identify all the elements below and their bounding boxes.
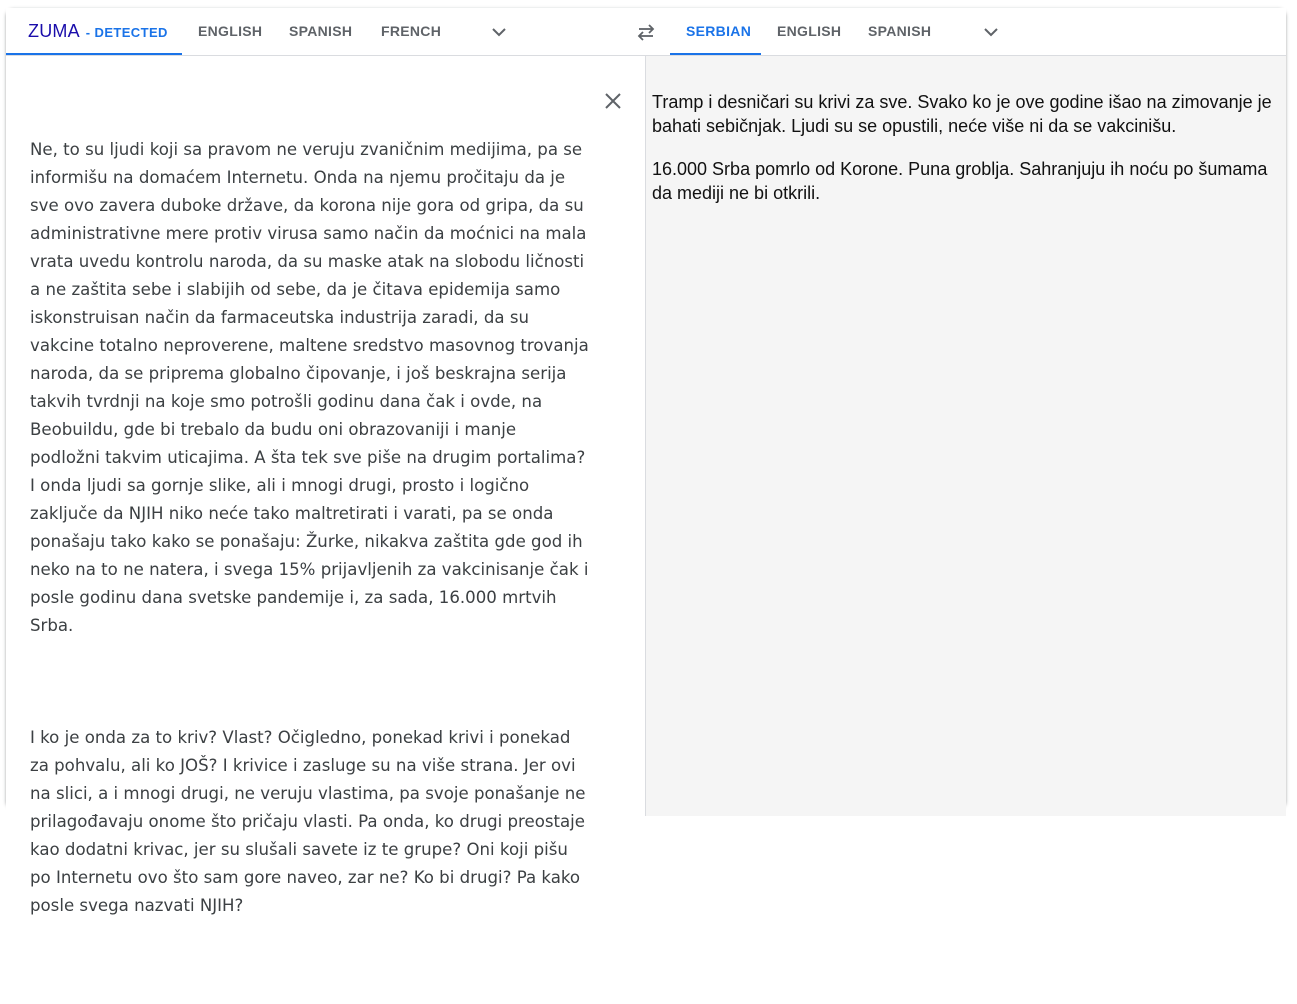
tab-source-spanish[interactable]: SPANISH [289, 23, 353, 39]
source-text-input[interactable] [30, 80, 595, 1004]
tab-target-serbian[interactable]: SERBIAN [686, 23, 752, 39]
translation-output-text [652, 91, 1272, 225]
chevron-down-icon[interactable] [981, 22, 1001, 42]
chevron-down-icon-svg [489, 22, 509, 42]
tab-source-detected[interactable] [28, 8, 168, 55]
target-paragraph-1: Tramp i desničari su krivi za sve. Svako ko je ove godine išao na zimovanje je bahati sebičnjak. Ljudi su se opustili, neće više ni da se vakcinišu. [652, 92, 1272, 136]
source-paragraph-1: Ne, to su ljudi koji sa pravom ne veruju zvaničnim medijima, pa se informišu na domaćem Internetu. Onda na njemu pročitaju da je sve ovo zavera duboke države, da korona nije gora od gripa, da su administrativne mere protiv virusa samo način da moćnici na mala vrata uvedu kontrolu naroda, da su maske atak na slobodu ličnosti a ne zaštita sebe i slabijih od sebe, da je čitava epidemija samo iskonstruisan način da farmaceutska industrija zaradi, da su vakcine totalno neproverene, maltene sredstvo masovnog trovanja naroda, da se priprema globalno čipovanje, i još beskrajna serija takvih tvrdnji na koje smo potrošli godinu dana čak i ovde, na Beobuildu, gde bi trebalo da budu oni obrazovaniji i manje podložni takvim uticajima. A šta tek sve piše na drugim portalima? I onda ljudi sa gornje slike, ali i mnogi drugi, prosto i logično zaključe da NJIH niko neće tako maltretirati i varati, pa se onda ponašaju tako kako se ponašaju: Žurke, nikakva zaštita gde god ih neko na to ne natera, i svega 15% prijavljenih za vakcinisanje čak i posle godinu dana svetske pandemije i, za sada, 16.000 mrtvih Srba. [30, 140, 595, 635]
tab-target-spanish[interactable]: SPANISH [868, 23, 932, 39]
chevron-down-icon[interactable] [489, 22, 509, 42]
swap-arrows-icon-svg [634, 21, 658, 43]
detected-language-label: ZUMA [28, 21, 80, 41]
source-active-underline [6, 53, 182, 55]
translation-output-pane [646, 56, 1286, 816]
target-paragraph-2: 16.000 Srba pomrlo od Korone. Puna groblja. Sahranjuju ih noću po šumama da mediji ne bi otkrili. [652, 159, 1268, 203]
close-icon-svg [602, 90, 624, 112]
language-bar [6, 8, 1286, 56]
close-icon[interactable] [602, 90, 624, 112]
source-paragraph-2: I ko je onda za to kriv? Vlast? Očigledno, ponekad krivi i ponekad za pohvalu, ali ko JOŠ? I krivice i zasluge su na više strana. Jer ovi na slici, a i mnogi drugi, ne veruju vlastima, pa svoje ponašanje ne prilagođavaju onome što pričaju vlasti. Pa onda, ko drugi preostaje kao dodatni krivac, jer su slušali savete iz te grupe? Oni koji pišu po Internetu ovo što sam gore naveo, zar ne? Ko bi drugi? Pa kako posle svega nazvati NJIH? [30, 728, 591, 915]
chevron-down-icon-svg [981, 22, 1001, 42]
tab-source-french[interactable]: FRENCH [381, 23, 442, 39]
tab-source-english[interactable]: ENGLISH [198, 23, 263, 39]
translator-card [6, 8, 1286, 915]
target-active-underline [670, 53, 761, 55]
source-text-pane[interactable] [6, 56, 646, 915]
detected-suffix-label: - DETECTED [85, 25, 168, 40]
swap-arrows-icon[interactable] [634, 21, 658, 43]
tab-target-english[interactable]: ENGLISH [777, 23, 842, 39]
